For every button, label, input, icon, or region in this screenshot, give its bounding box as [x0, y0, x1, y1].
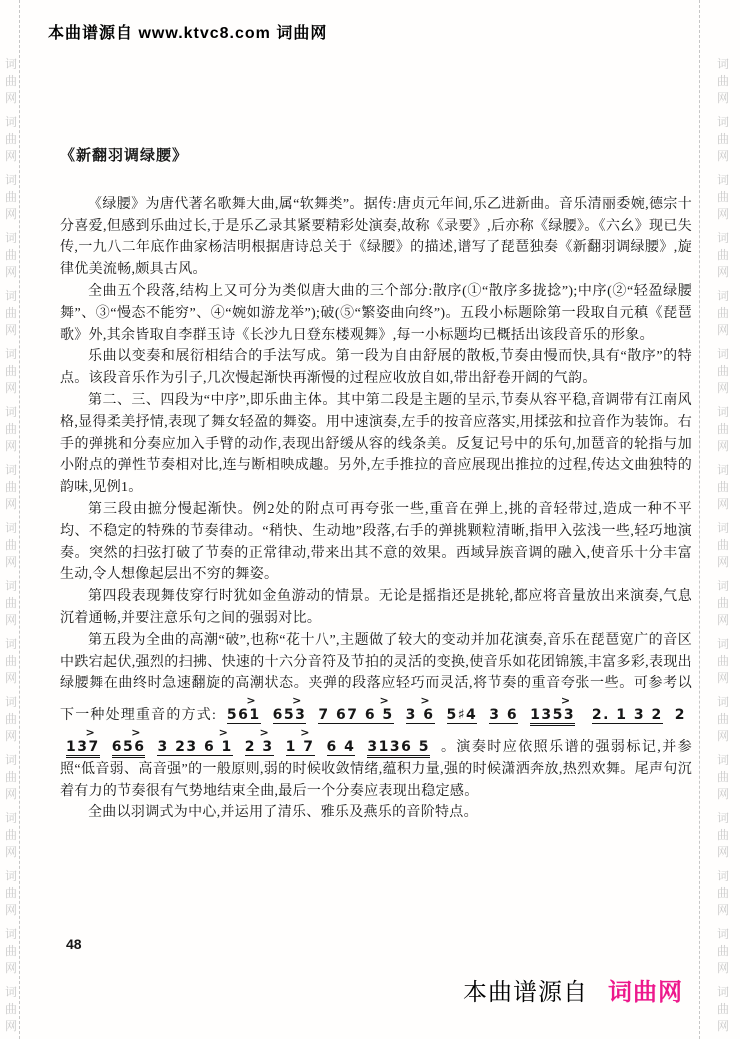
jianpu-note-group: 2. 1 3 2: [592, 695, 663, 724]
watermark-ciqu-wang: 词 曲 网: [4, 115, 17, 163]
watermark-ciqu-wang: 词 曲 网: [4, 521, 17, 569]
right-watermark-column: [715, 56, 731, 1039]
watermark-ciqu-wang: 词 曲 网: [716, 231, 729, 279]
page-number: 48: [66, 936, 82, 952]
paragraph-structure: 全曲五个段落,结构上又可分为类似唐大曲的三个部分:散序(①“散序多拢捻”);中序(②“轻盈绿腰舞”、③“慢态不能穷”、④“婉如游龙举”);破(⑤“繁姿曲向终”)。五段小标题除第一段取自元稹《琵琶歌》外,其余皆取自李群玉诗《长沙九日登东楼观舞》,每一小标题均已概括出该段音乐的形象。: [60, 283, 692, 343]
watermark-ciqu-wang: 词 曲 网: [4, 579, 17, 627]
watermark-ciqu-wang: 词 曲 网: [716, 57, 729, 105]
watermark-ciqu-wang: 词 曲 网: [716, 289, 729, 337]
header-source-note: 本曲谱源自 www.ktvc8.com 词曲网: [48, 25, 328, 42]
watermark-ciqu-wang: 词 曲 网: [716, 869, 729, 917]
paragraph-section3: 第三段由摭分慢起渐快。例2处的附点可再夸张一些,重音在弹上,挑的音轻带过,造成一种不平均、不稳定的特殊的节奏律动。“稍快、生动地”段落,右手的弹挑颗粒清晰,指甲入弦浅一些,轻巧地演奏。突然的扫弦打破了节奏的正常律动,带来出其不意的效果。西域异族音调的融入,使音乐十分丰富生动,令人想像起层出不穷的舞姿。: [60, 501, 692, 583]
section5-text-before: 第五段为全曲的高潮“破”,也称“花十八”,主题做了较大的变动并加花演奏,音乐在琵琶宽广的音区中跌宕起伏,强烈的扫拂、快速的十六分音符及节拍的灵活的变换,使音乐如花团锦簇,丰富多彩,表现出绿腰舞在曲终时急速翻旋的高潮状态。夹弹的段落应轻巧而灵活,将节奏的重音夸张一些。可参考以下一种处理重音的方式:: [60, 632, 692, 724]
jianpu-note-group: > 2 3: [245, 727, 274, 756]
watermark-ciqu-wang: 词 曲 网: [716, 695, 729, 743]
jianpu-note-group: 3136 5: [367, 727, 430, 758]
jianpu-note-group: > 137: [66, 727, 100, 758]
watermark-ciqu-wang: 词 曲 网: [716, 753, 729, 801]
jianpu-note-group: 2: [674, 707, 686, 724]
piece-title: 《新翻羽调绿腰》: [60, 148, 189, 164]
watermark-ciqu-wang: 词 曲 网: [4, 637, 17, 685]
jianpu-note-group: 5♯4: [447, 695, 478, 724]
paragraph-intro: 《绿腰》为唐代著名歌舞大曲,属“软舞类”。据传:唐贞元年间,乐乙进新曲。音乐清丽委婉,德宗十分喜爱,但感到乐曲过长,于是乐乙录其紧要精彩处演奏,故称《录要》,后亦称《绿腰》。《六幺》现已失传,一九八二年底作曲家杨洁明根据唐诗总关于《绿腰》的描述,谱写了琵琶独奏《新翻羽调绿腰》,旋律优美流畅,颇具古风。: [60, 196, 692, 278]
watermark-ciqu-wang: 词 曲 网: [4, 753, 17, 801]
paragraph-sections234: 第二、三、四段为“中序”,即乐曲主体。其中第二段是主题的呈示,节奏从容平稳,音调带有江南风格,显得柔美抒情,表现了舞女轻盈的舞姿。用中速演奏,左手的按音应落实,用揉弦和拉音作为装饰。右手的弹挑和分奏应加入手臂的动作,表现出舒缓从容的线条美。反复记号中的乐句,加琶音的轮指与加小附点的弹性节奏相对比,连与断相映成趣。另外,左手推拉的音应展现出推拉的过程,传达文曲独特的韵味,见例1。: [60, 392, 692, 496]
watermark-ciqu-wang: 词 曲 网: [4, 811, 17, 859]
jianpu-note-group: > 653: [273, 695, 307, 724]
footer-source-prefix: 本曲谱源自: [463, 979, 588, 1006]
watermark-ciqu-wang: 词 曲 网: [716, 463, 729, 511]
watermark-ciqu-wang: 词 曲 网: [4, 869, 17, 917]
watermark-ciqu-wang: 词 曲 网: [716, 985, 729, 1033]
watermark-ciqu-wang: 词 曲 网: [716, 115, 729, 163]
jianpu-note-group: > 3 23 6 1: [157, 727, 232, 756]
watermark-ciqu-wang: 词 曲 网: [716, 405, 729, 453]
watermark-ciqu-wang: 词 曲 网: [716, 637, 729, 685]
section5-text-after: 。演奏时应依照乐谱的强弱标记,并参照“低音弱、高音强”的一般原则,弱的时候收敛情绪,蕴积力量,强的时候潇洒奔放,热烈欢舞。尾声句沉着有力的节奏很有气势地结束全曲,最后一个分奏应表现出稳定感。: [60, 739, 692, 799]
jianpu-note-group: > 1 7: [286, 727, 315, 756]
watermark-ciqu-wang: 词 曲 网: [716, 927, 729, 975]
watermark-ciqu-wang: 词 曲 网: [4, 405, 17, 453]
watermark-ciqu-wang: 词 曲 网: [4, 927, 17, 975]
paragraph-section1: 乐曲以变奏和展衍相结合的手法写成。第一段为自由舒展的散板,节奏由慢而快,具有“散序”的特点。该段音乐作为引子,几次慢起渐快再渐慢的过程应收放自如,带出舒卷开阔的气韵。: [60, 349, 692, 387]
article-body: [60, 146, 692, 824]
watermark-ciqu-wang: 词 曲 网: [716, 173, 729, 221]
left-watermark-column: [3, 56, 19, 1039]
watermark-ciqu-wang: 词 曲 网: [716, 579, 729, 627]
left-dashed-rule: [19, 0, 20, 1039]
paragraph-section5-with-notation: [60, 630, 692, 803]
right-dashed-rule: [699, 0, 700, 1039]
jianpu-note-group: > 561: [227, 695, 261, 724]
watermark-ciqu-wang: 词 曲 网: [4, 347, 17, 395]
jianpu-note-group: > 1353: [530, 695, 575, 726]
footer-brand-ciqu-wang: 词曲网: [608, 979, 683, 1006]
jianpu-note-group: > 3 6: [406, 695, 435, 724]
paragraph-section4: 第四段表现舞伎穿行时犹如金鱼游动的情景。无论是摇指还是挑轮,都应将音量放出来演奏,气息沉着通畅,并要注意乐句之间的强弱对比。: [60, 589, 692, 626]
watermark-ciqu-wang: 词 曲 网: [4, 985, 17, 1033]
jianpu-note-group: > 7 67 6 5: [318, 695, 393, 724]
watermark-ciqu-wang: 词 曲 网: [4, 695, 17, 743]
watermark-ciqu-wang: 词 曲 网: [4, 57, 17, 105]
jianpu-note-group: 3 6: [489, 695, 518, 724]
watermark-ciqu-wang: 词 曲 网: [716, 811, 729, 859]
watermark-ciqu-wang: 词 曲 网: [4, 231, 17, 279]
watermark-ciqu-wang: 词 曲 网: [716, 521, 729, 569]
paragraph-closing: 全曲以羽调式为中心,并运用了清乐、雅乐及燕乐的音阶特点。: [88, 805, 478, 821]
jianpu-note-group: 6 4: [327, 727, 356, 756]
watermark-ciqu-wang: 词 曲 网: [4, 173, 17, 221]
watermark-ciqu-wang: 词 曲 网: [4, 289, 17, 337]
footer-source-note: [463, 972, 683, 1007]
watermark-ciqu-wang: 词 曲 网: [716, 347, 729, 395]
watermark-ciqu-wang: 词 曲 网: [4, 463, 17, 511]
jianpu-line-1: [221, 708, 581, 723]
jianpu-note-group: > 656: [112, 727, 146, 758]
